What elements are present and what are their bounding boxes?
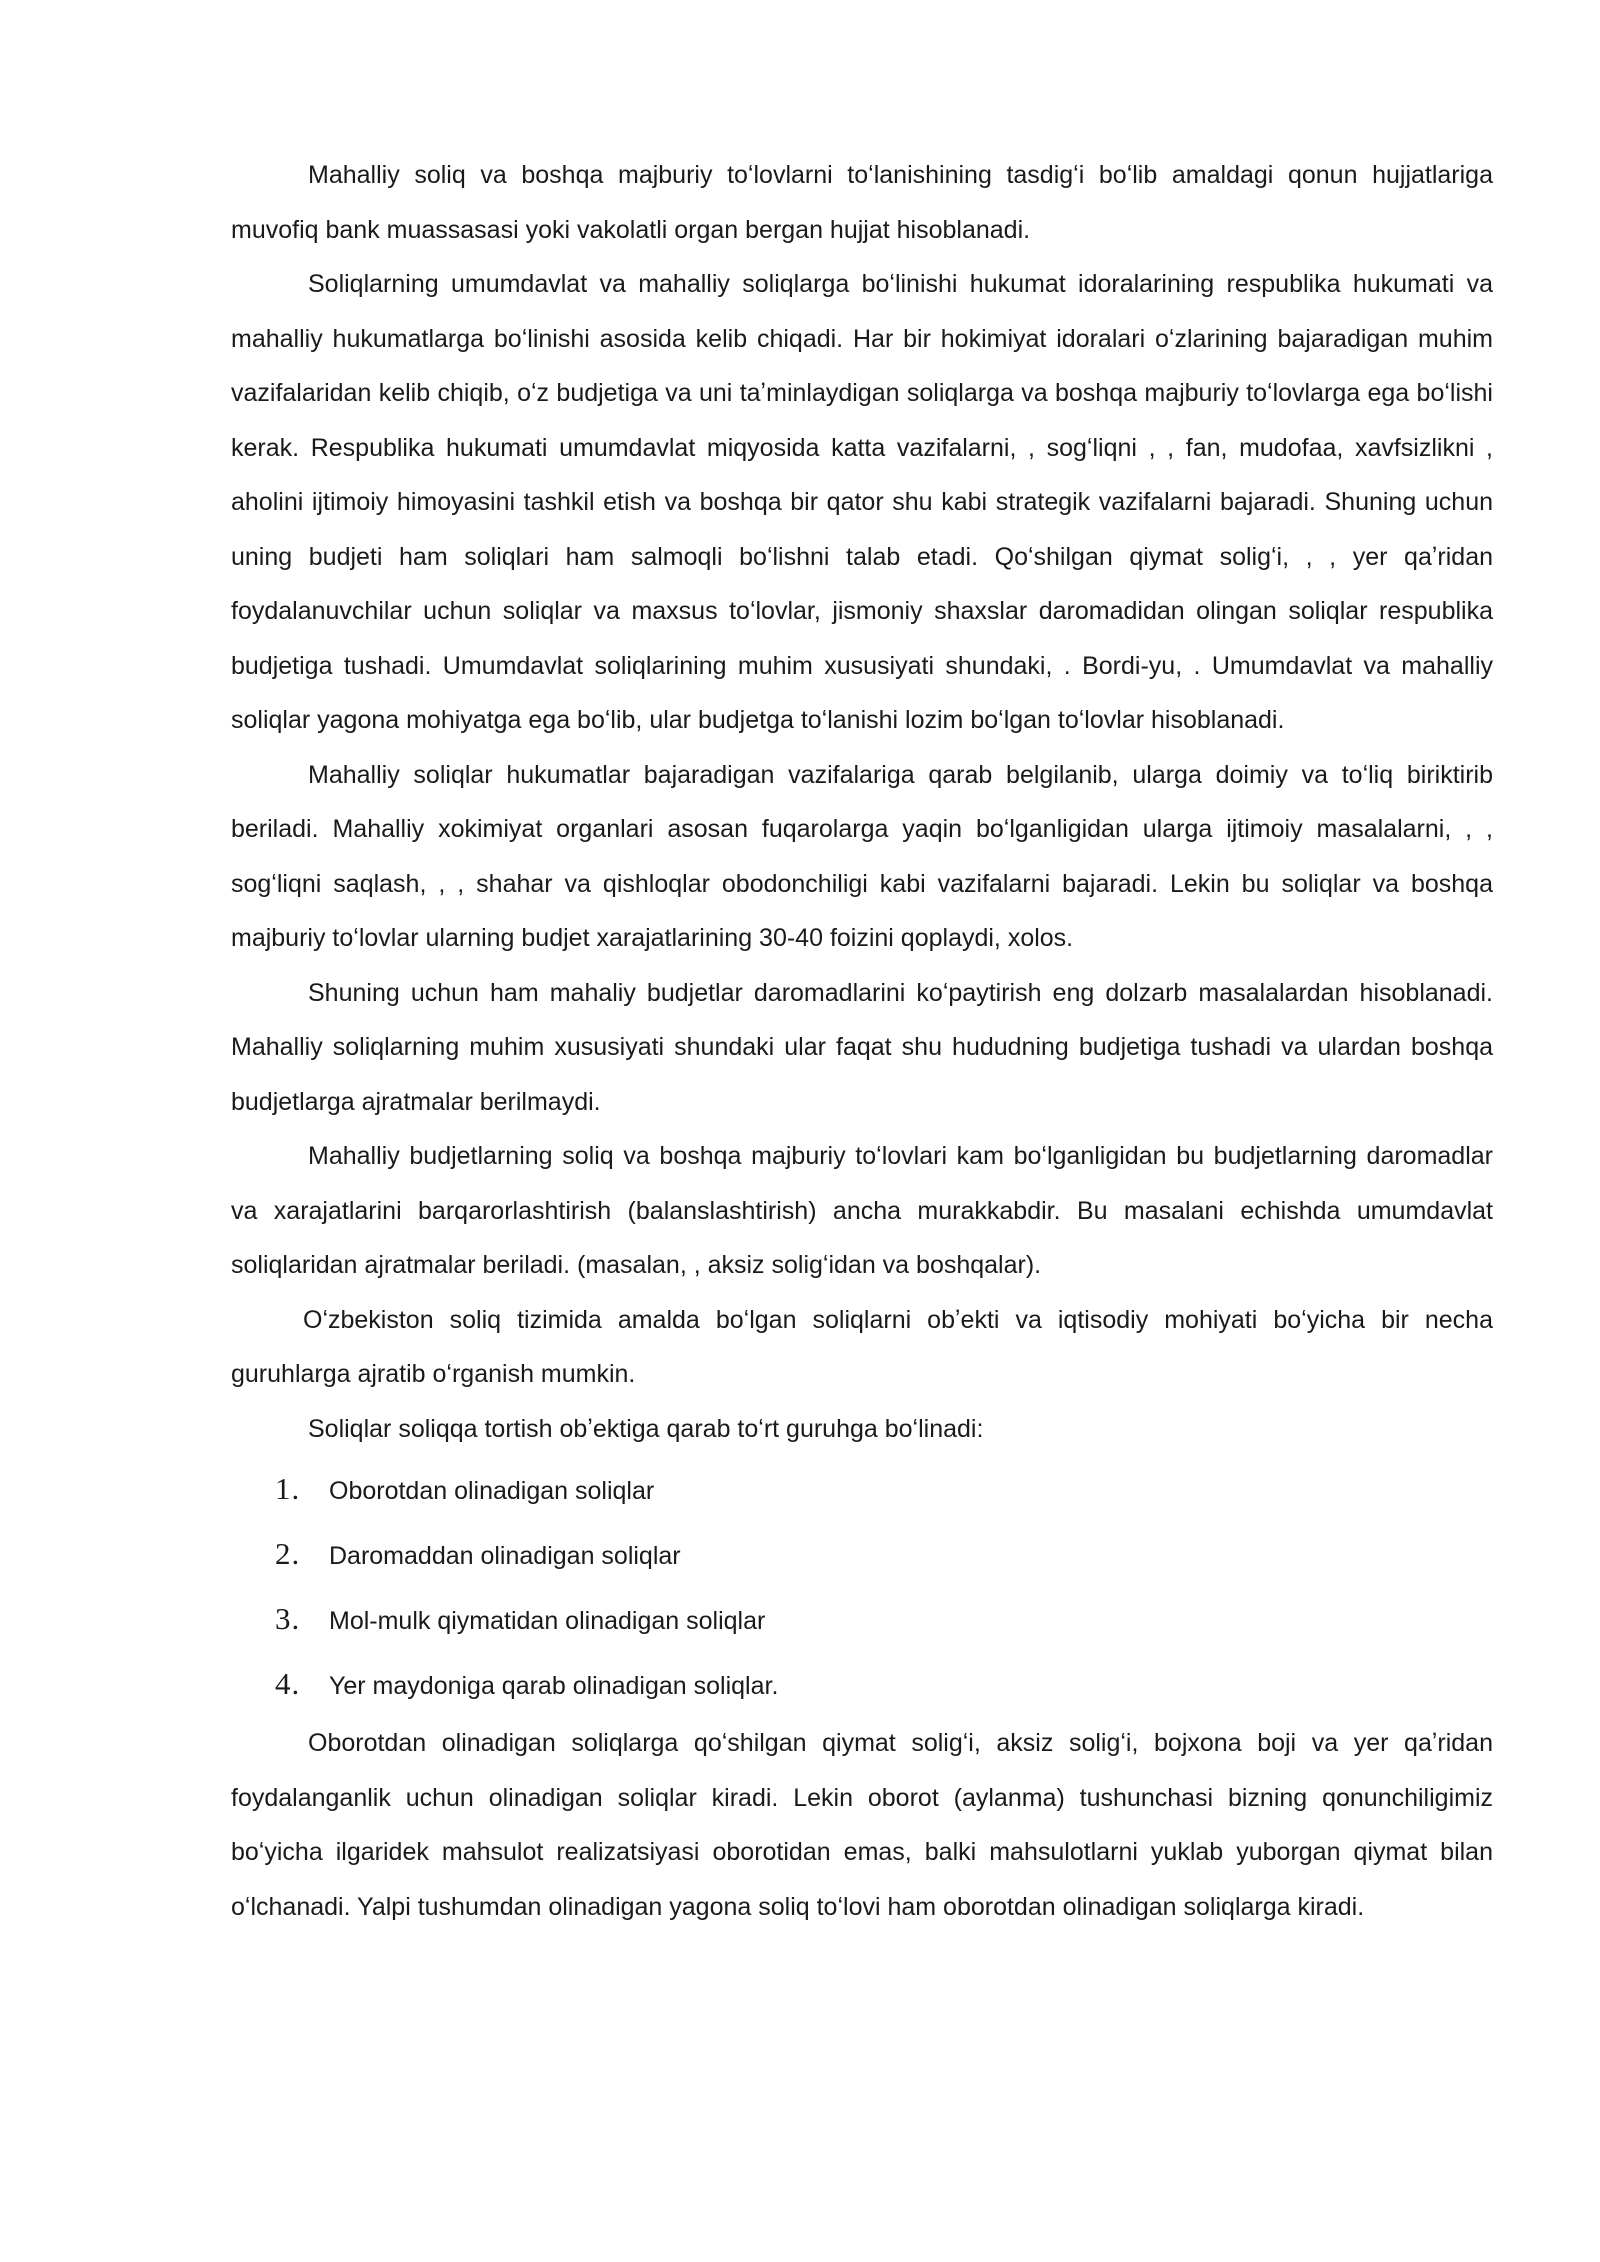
paragraph-local-budgets-revenue: Shuning uchun ham mahaliy budjetlar daromadlarini koʻpaytirish eng dolzarb masalalardan hisoblanadi. Mahalliy soliqlarning muhim xususiyati shundaki ular faqat shu hududning budjetiga tushadi va ulardan boshqa budjetlarga ajratmalar berilmaydi. bbox=[231, 978, 1493, 1116]
list-item bbox=[231, 1651, 1493, 1716]
list-item-text: Oborotdan olinadigan soliqlar bbox=[329, 1477, 655, 1505]
paragraph-tax-system-groups: Oʻzbekiston soliq tizimida amalda boʻlgan soliqlarni obʼekti va iqtisodiy mohiyati boʻyicha bir necha guruhlarga ajratib oʻrganish mumkin. bbox=[231, 1305, 1493, 1388]
list-item-text: Daromaddan olinadigan soliqlar bbox=[329, 1542, 681, 1570]
list-item bbox=[231, 1586, 1493, 1651]
tax-groups-list bbox=[231, 1456, 1493, 1716]
paragraph-four-groups-intro: Soliqlar soliqqa tortish obʼektiga qarab toʻrt guruhga boʻlinadi: bbox=[308, 1414, 984, 1443]
paragraph-budget-balancing: Mahalliy budjetlarning soliq va boshqa majburiy toʻlovlari kam boʻlganligidan bu budjetlarning daromadlar va xarajatlarini barqarorlashtirish (balanslashtirish) ancha murakkabdir. Bu masalani echishda umumdavlat soliqlaridan ajratmalar beriladi. (masalan, , aksiz soligʻidan va boshqalar). bbox=[231, 1142, 1493, 1279]
list-item-number: 2. bbox=[275, 1536, 301, 1571]
list-item-text: Mol-mulk qiymatidan olinadigan soliqlar bbox=[329, 1607, 766, 1635]
list-item-number: 3. bbox=[275, 1601, 301, 1636]
paragraph-turnover-taxes: Oborotdan olinadigan soliqlarga qoʻshilgan qiymat soligʻi, aksiz soligʻi, bojxona boji va yer qaʼridan foydalanganlik uchun olinadigan soliqlar kiradi. Lekin oborot (aylanma) tushunchasi bizning qonunchiligimiz boʻyicha ilgaridek mahsulot realizatsiyasi oborotidan emas, balki mahsulotlarni yuklab yuborgan qiymat bilan oʻlchanadi. Yalpi tushumdan olinadigan yagona soliq toʻlovi ham oborotdan olinadigan soliqlarga kiradi. bbox=[231, 1729, 1493, 1921]
list-item bbox=[231, 1456, 1493, 1521]
list-item-text: Yer maydoniga qarab olinadigan soliqlar. bbox=[329, 1672, 779, 1700]
list-item bbox=[231, 1521, 1493, 1586]
paragraph-payment-confirmation: Mahalliy soliq va boshqa majburiy toʻlovlarni toʻlanishining tasdigʻi boʻlib amaldagi qonun hujjatlariga muvofiq bank muassasasi yoki vakolatli organ bergan hujjat hisoblanadi. bbox=[231, 161, 1493, 244]
list-item-number: 4. bbox=[275, 1666, 301, 1701]
list-item-number: 1. bbox=[275, 1471, 301, 1506]
paragraph-local-taxes: Mahalliy soliqlar hukumatlar bajaradigan vazifalariga qarab belgilanib, ularga doimiy va toʻliq biriktirib beriladi. Mahalliy xokimiyat organlari asosan fuqarolarga yaqin boʻlganligidan ularga ijtimoiy masalalarni, , , sogʻliqni saqlash, , , shahar va qishloqlar obodonchiligi kabi vazifalarni bajaradi. Lekin bu soliqlar va boshqa majburiy toʻlovlar ularning budjet xarajatlarining 30-40 foizini qoplaydi, xolos. bbox=[231, 760, 1493, 952]
paragraph-tax-division: Soliqlarning umumdavlat va mahalliy soliqlarga boʻlinishi hukumat idoralarining respublika hukumati va mahalliy hukumatlarga boʻlinishi asosida kelib chiqadi. Har bir hokimiyat idoralari oʻzlarining bajaradigan muhim vazifalaridan kelib chiqib, oʻz budjetiga va uni taʼminlaydigan soliqlarga va boshqa majburiy toʻlovlarga ega boʻlishi kerak. Respublika hukumati umumdavlat miqyosida katta vazifalarni, , sogʻliqni , , fan, mudofaa, xavfsizlikni , aholini ijtimoiy himoyasini tashkil etish va boshqa bir qator shu kabi strategik vazifalarni bajaradi. Shuning uchun uning budjeti ham soliqlari ham salmoqli boʻlishni talab etadi. Qoʻshilgan qiymat soligʻi, , , yer qaʼridan foydalanuvchilar uchun soliqlar va maxsus toʻlovlar, jismoniy shaxslar daromadidan olingan soliqlar respublika budjetiga tushadi. Umumdavlat soliqlarining muhim xususiyati shundaki, . Bordi-yu, . Umumdavlat va mahalliy soliqlar yagona mohiyatga ega boʻlib, ular budjetga toʻlanishi lozim boʻlgan toʻlovlar hisoblanadi. bbox=[231, 270, 1493, 734]
document-page bbox=[231, 148, 1493, 1934]
